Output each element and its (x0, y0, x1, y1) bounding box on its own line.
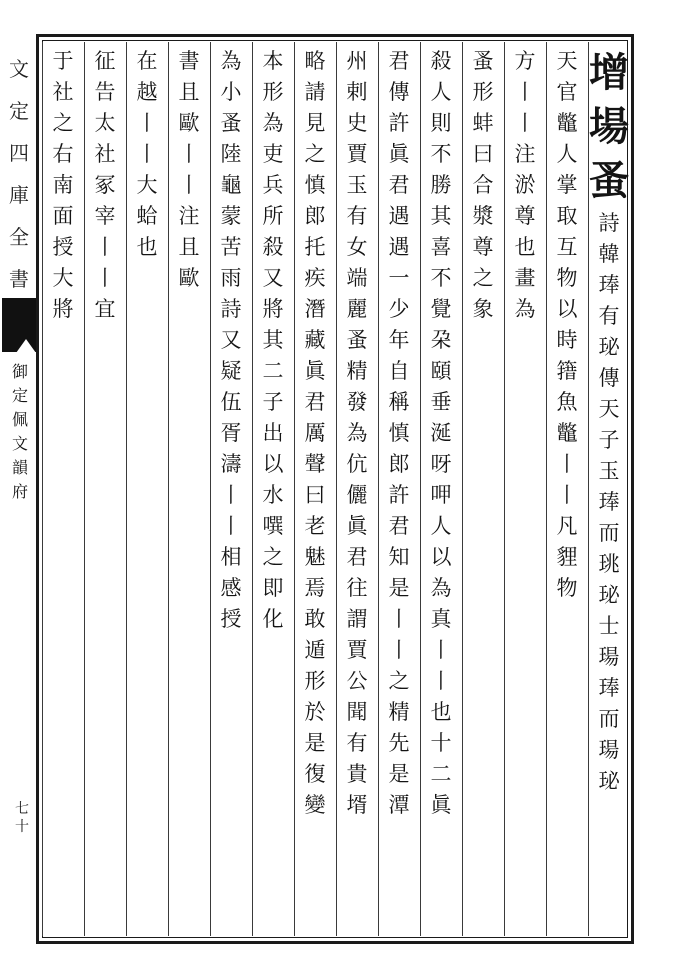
text-char: 君 (346, 545, 368, 569)
book-title-char: 佩 (11, 410, 28, 429)
text-char: 注 (178, 204, 200, 228)
text-char: 有 (346, 731, 368, 755)
text-char: 麗 (346, 297, 368, 321)
text-char: 琫 (598, 490, 620, 514)
text-char: 端 (346, 266, 368, 290)
text-char: 請 (304, 80, 326, 104)
text-column (84, 46, 126, 930)
text-char: 發 (346, 390, 368, 414)
text-char: 雨 (220, 266, 242, 290)
book-title-char: 御 (11, 362, 28, 381)
text-char: 為 (514, 297, 536, 321)
text-char: 丨 (430, 669, 452, 693)
text-char: 子 (598, 428, 620, 452)
text-char: 以 (430, 545, 452, 569)
text-char: 丨 (178, 142, 200, 166)
text-column (336, 46, 378, 930)
text-char: 魚 (556, 390, 578, 414)
folio-char: 十 (15, 819, 29, 835)
text-char: 復 (304, 762, 326, 786)
text-char: 也 (136, 235, 158, 259)
text-char: 精 (346, 359, 368, 383)
text-char: 淤 (514, 173, 536, 197)
book-title (8, 360, 32, 504)
text-column (378, 46, 420, 930)
text-char: 也 (514, 235, 536, 259)
text-char: 噀 (262, 514, 284, 538)
text-char: 歐 (178, 266, 200, 290)
text-char: 胥 (220, 421, 242, 445)
text-char: 歐 (178, 111, 200, 135)
text-char: 以 (262, 452, 284, 476)
text-char: 凡 (556, 514, 578, 538)
text-char: 即 (262, 576, 284, 600)
text-char: 勝 (430, 173, 452, 197)
text-char: 之 (52, 111, 74, 135)
text-char: 丨 (514, 80, 536, 104)
column-rule (252, 42, 253, 936)
text-char: 象 (472, 297, 494, 321)
text-char: 是 (304, 731, 326, 755)
text-char: 官 (556, 80, 578, 104)
text-char: 本 (262, 49, 284, 73)
text-char: 且 (178, 235, 200, 259)
text-char: 曰 (472, 142, 494, 166)
text-char: 也 (430, 700, 452, 724)
text-char: 丨 (220, 483, 242, 507)
text-char: 時 (556, 328, 578, 352)
text-char: 鼈 (556, 111, 578, 135)
text-char: 喜 (430, 235, 452, 259)
column-rule (42, 42, 43, 936)
margin-char: 庫 (9, 183, 29, 207)
text-char: 不 (430, 142, 452, 166)
book-title-char: 文 (11, 434, 28, 453)
column-rule (84, 42, 85, 936)
text-char: 真 (430, 607, 452, 631)
text-char: 眞 (430, 793, 452, 817)
text-char: 蚌 (472, 111, 494, 135)
text-char: 垂 (430, 390, 452, 414)
text-char: 丨 (136, 142, 158, 166)
text-char: 掌 (556, 173, 578, 197)
text-char: 殺 (262, 235, 284, 259)
text-char: 丨 (556, 483, 578, 507)
text-char: 形 (262, 80, 284, 104)
margin-char: 全 (9, 225, 29, 249)
text-char: 漿 (472, 204, 494, 228)
margin-char: 四 (9, 141, 29, 165)
text-char: 琫 (598, 676, 620, 700)
text-char: 宜 (94, 297, 116, 321)
text-char: 遁 (304, 638, 326, 662)
text-char: 丨 (388, 638, 410, 662)
text-char: 為 (346, 421, 368, 445)
fish-tail-mark (2, 298, 36, 352)
text-char: 玉 (598, 459, 620, 483)
text-char: 化 (262, 607, 284, 631)
text-char: 丨 (556, 452, 578, 476)
text-char: 女 (346, 235, 368, 259)
text-column (294, 46, 336, 930)
text-char: 丨 (220, 514, 242, 538)
text-char: 慎 (304, 173, 326, 197)
text-char: 二 (262, 359, 284, 383)
text-char: 兵 (262, 173, 284, 197)
text-char: 而 (598, 707, 620, 731)
text-char: 右 (52, 142, 74, 166)
text-char: 曰 (304, 483, 326, 507)
text-char: 敢 (304, 607, 326, 631)
text-column (504, 46, 546, 930)
text-char: 為 (220, 49, 242, 73)
book-title-char: 定 (11, 386, 28, 405)
text-char: 感 (220, 576, 242, 600)
text-char: 蚤 (220, 111, 242, 135)
text-char: 所 (262, 204, 284, 228)
text-char: 不 (430, 266, 452, 290)
text-char: 見 (304, 111, 326, 135)
book-title-char: 韻 (11, 458, 28, 477)
text-char: 呀 (430, 452, 452, 476)
text-char: 聞 (346, 700, 368, 724)
text-char: 越 (136, 80, 158, 104)
text-char: 大 (52, 266, 74, 290)
text-column (210, 46, 252, 930)
text-char: 有 (346, 204, 368, 228)
text-char: 大 (136, 173, 158, 197)
column-rule (504, 42, 505, 936)
text-char: 往 (346, 576, 368, 600)
text-char: 琫 (598, 273, 620, 297)
text-char: 社 (52, 80, 74, 104)
text-char: 老 (304, 514, 326, 538)
column-rule (420, 42, 421, 936)
text-char: 子 (262, 390, 284, 414)
text-char: 伍 (220, 390, 242, 414)
text-char: 合 (472, 173, 494, 197)
text-char: 貴 (346, 762, 368, 786)
text-char: 將 (52, 297, 74, 321)
text-char: 陸 (220, 142, 242, 166)
text-char: 出 (262, 421, 284, 445)
column-rule (168, 42, 169, 936)
folio-number (12, 800, 32, 836)
text-char: 濤 (220, 452, 242, 476)
text-char: 互 (556, 235, 578, 259)
text-char: 許 (388, 111, 410, 135)
text-char: 為 (430, 576, 452, 600)
text-char: 稱 (388, 390, 410, 414)
text-char: 厲 (304, 421, 326, 445)
text-char: 又 (262, 266, 284, 290)
margin-strip (2, 40, 36, 940)
text-char: 人 (430, 80, 452, 104)
text-char: 龜 (220, 173, 242, 197)
text-char: 丨 (136, 111, 158, 135)
text-char: 是 (388, 576, 410, 600)
text-char: 之 (472, 266, 494, 290)
text-char: 水 (262, 483, 284, 507)
column-rule (378, 42, 379, 936)
text-char: 傳 (598, 366, 620, 390)
text-char: 君 (388, 514, 410, 538)
text-char: 潭 (388, 793, 410, 817)
text-char: 小 (220, 80, 242, 104)
text-char: 蚤 (346, 328, 368, 352)
text-char: 君 (388, 49, 410, 73)
text-char: 遇 (388, 204, 410, 228)
text-char: 疾 (304, 266, 326, 290)
text-char: 物 (556, 576, 578, 600)
text-char: 遇 (388, 235, 410, 259)
text-char: 焉 (304, 576, 326, 600)
text-char: 為 (262, 111, 284, 135)
column-rule (462, 42, 463, 936)
text-column (462, 46, 504, 930)
text-char: 剌 (346, 80, 368, 104)
text-char: 史 (346, 111, 368, 135)
text-char: 人 (430, 514, 452, 538)
text-char: 告 (94, 80, 116, 104)
text-char: 吏 (262, 142, 284, 166)
column-rule (336, 42, 337, 936)
text-char: 丨 (388, 607, 410, 631)
text-char: 太 (94, 111, 116, 135)
text-char: 冢 (94, 173, 116, 197)
text-char: 場 (589, 103, 629, 150)
text-char: 又 (220, 328, 242, 352)
text-char: 而 (598, 521, 620, 545)
margin-top-fragment (6, 48, 32, 300)
text-char: 慎 (388, 421, 410, 445)
text-char: 以 (556, 297, 578, 321)
text-char: 許 (388, 483, 410, 507)
text-char: 郎 (304, 204, 326, 228)
text-char: 尊 (472, 235, 494, 259)
text-char: 人 (556, 142, 578, 166)
text-char: 公 (346, 669, 368, 693)
text-char: 南 (52, 173, 74, 197)
text-char: 賈 (346, 638, 368, 662)
text-char: 畫 (514, 266, 536, 290)
text-char: 君 (304, 390, 326, 414)
book-title-char: 府 (11, 482, 28, 501)
text-char: 伉 (346, 452, 368, 476)
text-char: 貍 (556, 545, 578, 569)
text-char: 丨 (94, 235, 116, 259)
text-char: 是 (388, 762, 410, 786)
text-char: 呷 (430, 483, 452, 507)
text-char: 托 (304, 235, 326, 259)
text-char: 蚤 (472, 49, 494, 73)
text-column (546, 46, 588, 930)
text-char: 社 (94, 142, 116, 166)
text-char: 蚤 (589, 157, 629, 204)
margin-char: 書 (9, 267, 29, 291)
text-char: 注 (514, 142, 536, 166)
text-char: 在 (136, 49, 158, 73)
text-char: 書 (178, 49, 200, 73)
text-char: 州 (346, 49, 368, 73)
text-char: 知 (388, 545, 410, 569)
text-char: 略 (304, 49, 326, 73)
text-char: 丨 (430, 638, 452, 662)
text-char: 眞 (346, 514, 368, 538)
text-char: 賈 (346, 142, 368, 166)
text-char: 年 (388, 328, 410, 352)
text-char: 方 (514, 49, 536, 73)
text-char: 頤 (430, 359, 452, 383)
text-column (252, 46, 294, 930)
text-column (420, 46, 462, 930)
text-char: 珌 (598, 583, 620, 607)
text-char: 傳 (388, 80, 410, 104)
text-char: 丨 (178, 173, 200, 197)
text-char: 有 (598, 304, 620, 328)
text-char: 天 (598, 397, 620, 421)
text-column (126, 46, 168, 930)
text-char: 詩 (598, 211, 620, 235)
text-char: 蒙 (220, 204, 242, 228)
text-char: 疑 (220, 359, 242, 383)
text-char: 其 (262, 328, 284, 352)
text-char: 魅 (304, 545, 326, 569)
text-char: 丨 (94, 266, 116, 290)
text-char: 涎 (430, 421, 452, 445)
text-char: 變 (304, 793, 326, 817)
text-char: 十 (430, 731, 452, 755)
text-char: 少 (388, 297, 410, 321)
text-char: 之 (388, 669, 410, 693)
text-char: 其 (430, 204, 452, 228)
text-char: 朶 (430, 328, 452, 352)
text-char: 之 (304, 142, 326, 166)
column-rule (126, 42, 127, 936)
folio-char: 七 (15, 801, 29, 817)
text-char: 士 (598, 614, 620, 638)
text-char: 物 (556, 266, 578, 290)
text-char: 授 (220, 607, 242, 631)
text-char: 天 (556, 49, 578, 73)
text-char: 精 (388, 700, 410, 724)
text-char: 取 (556, 204, 578, 228)
text-char: 征 (94, 49, 116, 73)
text-char: 且 (178, 80, 200, 104)
text-char: 珌 (598, 769, 620, 793)
right-margin (640, 0, 683, 980)
text-column (168, 46, 210, 930)
text-column (588, 46, 630, 930)
text-char: 覺 (430, 297, 452, 321)
text-char: 眞 (388, 142, 410, 166)
text-char: 潛 (304, 297, 326, 321)
text-char: 聲 (304, 452, 326, 476)
column-rule (546, 42, 547, 936)
text-char: 藏 (304, 328, 326, 352)
text-column (42, 46, 84, 930)
text-char: 珧 (598, 552, 620, 576)
text-char: 謂 (346, 607, 368, 631)
text-char: 君 (388, 173, 410, 197)
text-char: 將 (262, 297, 284, 321)
text-char: 苦 (220, 235, 242, 259)
text-char: 眞 (304, 359, 326, 383)
text-char: 珌 (598, 335, 620, 359)
text-char: 丨 (514, 111, 536, 135)
text-char: 于 (52, 49, 74, 73)
text-char: 瑒 (598, 738, 620, 762)
text-char: 蛤 (136, 204, 158, 228)
text-char: 韓 (598, 242, 620, 266)
text-char: 宰 (94, 204, 116, 228)
column-rule (588, 42, 589, 936)
text-char: 尊 (514, 204, 536, 228)
text-char: 殺 (430, 49, 452, 73)
column-rule (294, 42, 295, 936)
text-char: 玉 (346, 173, 368, 197)
text-char: 一 (388, 266, 410, 290)
margin-char: 定 (9, 99, 29, 123)
text-char: 簎 (556, 359, 578, 383)
text-char: 相 (220, 545, 242, 569)
text-char: 鼈 (556, 421, 578, 445)
text-char: 先 (388, 731, 410, 755)
text-char: 儷 (346, 483, 368, 507)
margin-char: 文 (9, 57, 29, 81)
text-char: 壻 (346, 793, 368, 817)
text-char: 瑒 (598, 645, 620, 669)
column-rule (210, 42, 211, 936)
text-char: 形 (472, 80, 494, 104)
text-char: 自 (388, 359, 410, 383)
text-char: 面 (52, 204, 74, 228)
text-char: 之 (262, 545, 284, 569)
text-char: 則 (430, 111, 452, 135)
text-char: 二 (430, 762, 452, 786)
text-char: 於 (304, 700, 326, 724)
text-char: 詩 (220, 297, 242, 321)
text-char: 郎 (388, 452, 410, 476)
text-char: 形 (304, 669, 326, 693)
text-char: 授 (52, 235, 74, 259)
text-char: 增 (589, 49, 629, 96)
